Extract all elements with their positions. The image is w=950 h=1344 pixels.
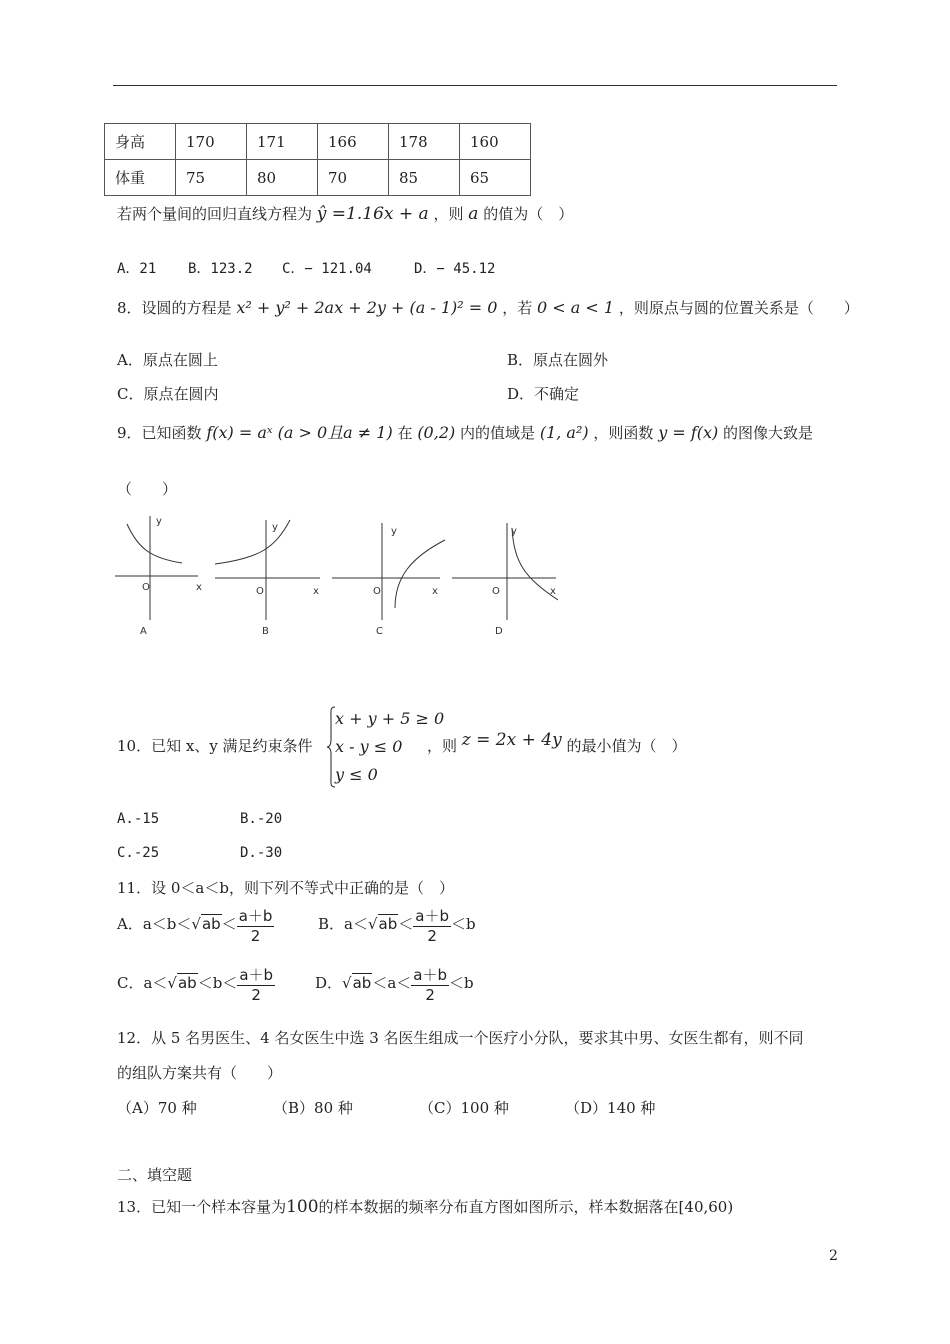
fraction xyxy=(411,964,449,1004)
numerator: a＋b xyxy=(239,966,274,984)
sqrt-ab: √ab xyxy=(191,915,221,933)
q10-option-b: B.-20 xyxy=(240,811,283,827)
q7-option-d: D．− 45.12 xyxy=(414,261,496,277)
denominator: 2 xyxy=(250,927,261,945)
q10-option-a: A.-15 xyxy=(117,811,160,827)
q7-text: 的值为（ ） xyxy=(483,205,574,223)
graph-d-label: D xyxy=(495,626,503,637)
graph-a-x-label: x xyxy=(196,582,202,593)
q8-option-b: B．原点在圆外 xyxy=(507,351,609,369)
table-cell: 166 xyxy=(318,124,389,160)
section-heading: 二、填空题 xyxy=(117,1166,193,1184)
table-row xyxy=(105,124,531,160)
constraint-1: x + y + 5 ≥ 0 xyxy=(335,709,445,728)
denominator: 2 xyxy=(251,986,261,1004)
q7-option-c: C．− 121.04 xyxy=(282,261,372,277)
sqrt-ab: √ab xyxy=(342,974,372,992)
constraint-2: x - y ≤ 0 xyxy=(335,737,403,756)
q10-text: 的最小值为（ ） xyxy=(566,737,687,755)
graph-a-y-label: y xyxy=(156,516,162,527)
lt-sign: ＜ xyxy=(398,915,414,933)
q10-tail xyxy=(427,730,687,756)
sqrt-ab: √ab xyxy=(167,974,197,992)
graph-d-x-label: x xyxy=(550,586,556,597)
table-cell: 体重 xyxy=(105,160,176,196)
numerator: a＋b xyxy=(238,907,273,925)
q10-option-d: D.-30 xyxy=(240,845,283,861)
q7-variable: a xyxy=(468,204,479,224)
table-row xyxy=(105,160,531,196)
radicand: ab xyxy=(201,915,221,933)
option-label: C．a＜ xyxy=(117,974,168,992)
q9-stem xyxy=(117,420,813,443)
q9-text: 内的值域是 xyxy=(460,424,536,442)
radicand: ab xyxy=(352,974,372,992)
q9-text: 在 xyxy=(397,424,413,442)
option-label: A．a＜b＜ xyxy=(117,915,192,933)
q12-option-a: （A）70 种 xyxy=(117,1099,197,1117)
q8-text: 8．设圆的方程是 xyxy=(117,299,232,317)
graph-a-origin: O xyxy=(142,582,150,593)
graph-c-x-label: x xyxy=(432,586,438,597)
q8-equation: x² + y² + 2ax + 2y + (a - 1)² = 0 xyxy=(236,298,498,317)
constraint-3: y ≤ 0 xyxy=(335,765,378,784)
graph-d-y-label: y xyxy=(511,526,517,537)
table-cell: 160 xyxy=(460,124,531,160)
q10-text: ，则 xyxy=(427,737,458,755)
graph-b-y-label: y xyxy=(272,522,278,533)
fraction xyxy=(237,905,275,945)
q10-objective: z = 2x + 4y xyxy=(461,730,562,750)
q9-interval: (0,2) xyxy=(417,423,456,442)
q13-text: 的样本数据的频率分布直方图如图所示，样本数据落在[40,60) xyxy=(318,1198,734,1216)
q9-text: 9．已知函数 xyxy=(117,424,202,442)
graph-b xyxy=(215,520,320,620)
graph-c-label: C xyxy=(376,626,383,637)
graph-a xyxy=(115,516,198,620)
q12-option-d: （D）140 种 xyxy=(565,1099,656,1117)
q9-range: (1, a²) xyxy=(539,423,589,442)
q7-text: ，则 xyxy=(433,205,464,223)
q9-paren: （ ） xyxy=(117,480,178,498)
q11-option-d xyxy=(315,964,474,1004)
radicand: ab xyxy=(177,974,197,992)
q9-yf: y = f(x) xyxy=(658,423,719,442)
q7-equation: ŷ =1.16x + a xyxy=(316,204,429,224)
table-cell: 65 xyxy=(460,160,531,196)
lt-b: ＜b xyxy=(448,974,474,992)
denominator: 2 xyxy=(425,986,435,1004)
q7-stem xyxy=(117,203,573,224)
table-cell: 171 xyxy=(247,124,318,160)
graph-c-origin: O xyxy=(373,586,381,597)
table-cell: 70 xyxy=(318,160,389,196)
q12-option-c: （C）100 种 xyxy=(419,1099,509,1117)
header-rule xyxy=(113,85,837,86)
option-label: B．a＜ xyxy=(318,915,368,933)
q12-stem-line2: 的组队方案共有（ ） xyxy=(117,1064,283,1082)
height-weight-table xyxy=(104,123,531,196)
numerator: a＋b xyxy=(413,966,447,984)
q8-option-c: C．原点在圆内 xyxy=(117,385,219,403)
q9-text: 的图像大致是 xyxy=(723,424,814,442)
radicand: ab xyxy=(378,915,398,933)
q13-text: 13．已知一个样本容量为 xyxy=(117,1198,287,1216)
q8-option-a: A．原点在圆上 xyxy=(117,351,218,369)
q9-function: f(x) = aˣ (a > 0且a ≠ 1) xyxy=(206,423,393,442)
fraction xyxy=(237,964,275,1004)
graph-b-label: B xyxy=(262,626,269,637)
q11-stem: 11．设 0＜a＜b，则下列不等式中正确的是（ ） xyxy=(117,879,454,897)
table-cell: 75 xyxy=(176,160,247,196)
q12-stem-line1: 12．从 5 名男医生、4 名女医生中选 3 名医生组成一个医疗小分队，要求其中男、女医生都有，则不同 xyxy=(117,1029,804,1047)
page-number: 2 xyxy=(829,1248,838,1264)
fraction xyxy=(413,905,451,945)
graph-b-x-label: x xyxy=(313,586,319,597)
lt-b: ＜b xyxy=(450,915,476,933)
q7-option-b: B．123.2 xyxy=(188,261,253,277)
mid-text: ＜b＜ xyxy=(197,974,238,992)
graph-d xyxy=(452,523,558,620)
table-cell: 85 xyxy=(389,160,460,196)
q11-option-b xyxy=(318,905,476,945)
mid-text: ＜a＜ xyxy=(372,974,412,992)
graph-c-y-label: y xyxy=(391,526,397,537)
q13-stem xyxy=(117,1196,733,1217)
q10-option-c: C.-25 xyxy=(117,845,160,861)
option-label: D． xyxy=(315,974,343,992)
q9-graphs xyxy=(110,508,580,640)
table-cell: 170 xyxy=(176,124,247,160)
q8-option-d: D．不确定 xyxy=(507,385,580,403)
q11-option-a xyxy=(117,905,274,945)
sqrt-ab: √ab xyxy=(367,915,398,933)
graph-b-origin: O xyxy=(256,586,264,597)
graph-a-label: A xyxy=(140,626,147,637)
table-cell: 80 xyxy=(247,160,318,196)
graph-c xyxy=(332,523,445,620)
q8-text: ，若 xyxy=(502,299,533,317)
q7-option-a: A．21 xyxy=(117,261,157,277)
q8-text: ，则原点与圆的位置关系是（ ） xyxy=(618,299,859,317)
q12-option-b: （B）80 种 xyxy=(273,1099,353,1117)
q8-condition: 0 < a < 1 xyxy=(537,298,615,317)
lt-sign: ＜ xyxy=(221,915,237,933)
table-cell: 178 xyxy=(389,124,460,160)
denominator: 2 xyxy=(427,927,437,945)
graph-d-origin: O xyxy=(492,586,500,597)
table-cell: 身高 xyxy=(105,124,176,160)
q7-text: 若两个量间的回归直线方程为 xyxy=(117,205,313,223)
numerator: a＋b xyxy=(415,907,449,925)
q11-option-c xyxy=(117,964,275,1004)
q9-text: ，则函数 xyxy=(593,424,654,442)
q10-text: 10．已知 x、y 满足约束条件 xyxy=(117,737,313,755)
q8-stem xyxy=(117,297,859,318)
q13-sample-size: 100 xyxy=(286,1197,319,1217)
